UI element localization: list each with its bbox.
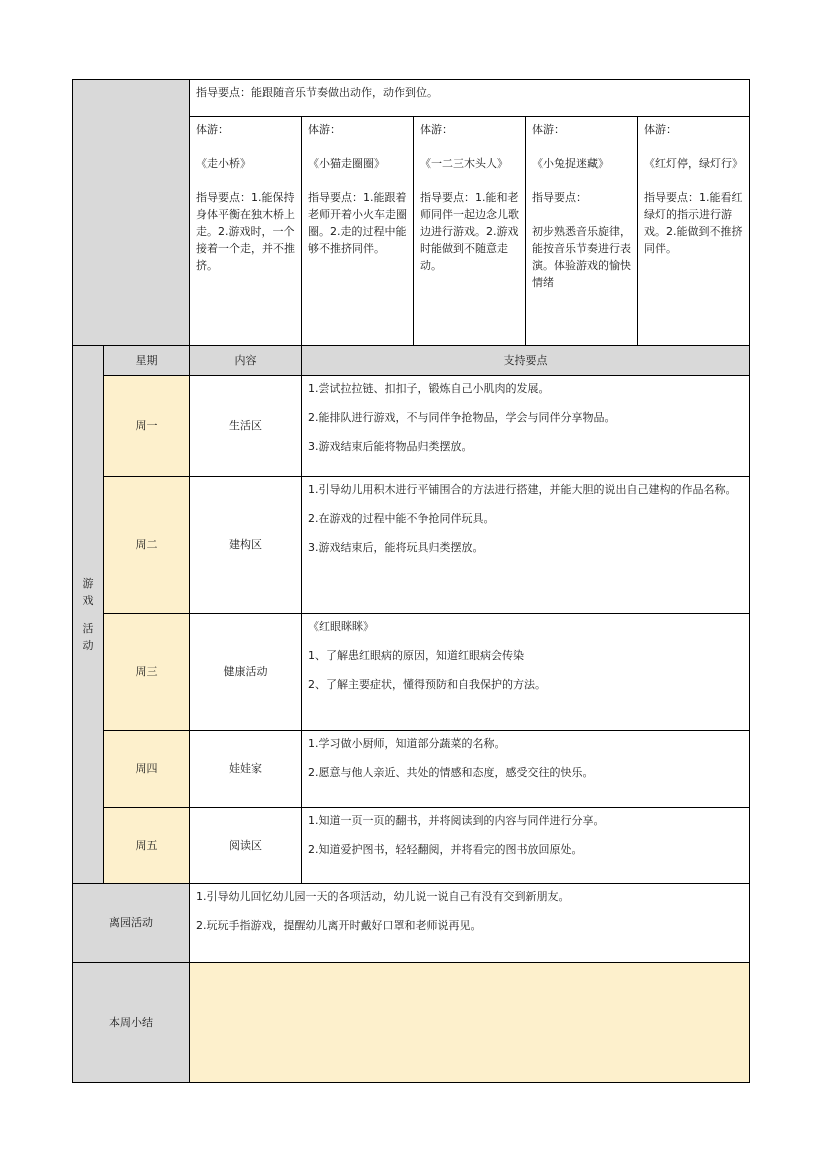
header-support: 支持要点 bbox=[302, 346, 750, 376]
game-name: 《小猫走圈圈》 bbox=[308, 157, 385, 171]
leave-point: 1.引导幼儿回忆幼儿园一天的各项活动，幼儿说一说自己有没有交到新朋友。 bbox=[196, 890, 570, 903]
side-label-char: 活 bbox=[82, 621, 94, 635]
weekly-plan-table bbox=[72, 79, 750, 1083]
content-cell: 阅读区 bbox=[190, 808, 302, 884]
day-cell: 周二 bbox=[104, 477, 190, 614]
weekly-summary-cell[interactable] bbox=[190, 963, 750, 1083]
content-cell: 娃娃家 bbox=[190, 731, 302, 808]
game-note-label: 指导要点： bbox=[532, 191, 587, 205]
game-type: 体游： bbox=[196, 123, 229, 136]
game-note: 指导要点：1.能和老师同伴一起边念儿歌边进行游戏。2.游戏时能做到不随意走动。 bbox=[420, 191, 519, 273]
game-note: 初步熟悉音乐旋律，能按音乐节奏进行表演。体验游戏的愉快情绪 bbox=[532, 225, 631, 290]
support-point: 1.学习做小厨师，知道部分蔬菜的名称。 bbox=[308, 737, 506, 750]
support-point: 2、了解主要症状，懂得预防和自我保护的方法。 bbox=[308, 678, 546, 692]
leave-activity-cell bbox=[190, 884, 750, 963]
header-day: 星期 bbox=[104, 346, 190, 376]
game-name: 《一二三木头人》 bbox=[420, 157, 508, 171]
support-cell bbox=[302, 376, 750, 477]
support-cell bbox=[302, 477, 750, 614]
top-left-blank-cell bbox=[73, 80, 190, 346]
game-type: 体游： bbox=[644, 123, 677, 136]
support-cell bbox=[302, 614, 750, 731]
support-point: 1.知道一页一页的翻书，并将阅读到的内容与同伴进行分享。 bbox=[308, 814, 605, 827]
weekly-summary-text bbox=[190, 963, 749, 967]
game-type: 体游： bbox=[308, 123, 341, 136]
weekly-summary-label: 本周小结 bbox=[73, 963, 190, 1083]
support-point: 2.能排队进行游戏，不与同伴争抢物品，学会与同伴分享物品。 bbox=[308, 411, 616, 425]
content-cell: 生活区 bbox=[190, 376, 302, 477]
content-cell: 建构区 bbox=[190, 477, 302, 614]
game-cell-1 bbox=[190, 117, 302, 346]
side-label-char: 动 bbox=[82, 638, 94, 652]
play-activity-side-label bbox=[73, 346, 104, 884]
day-cell: 周三 bbox=[104, 614, 190, 731]
game-type: 体游： bbox=[532, 123, 565, 136]
support-point: 2.在游戏的过程中能不争抢同伴玩具。 bbox=[308, 512, 495, 526]
header-content: 内容 bbox=[190, 346, 302, 376]
day-cell: 周五 bbox=[104, 808, 190, 884]
leave-activity-label: 离园活动 bbox=[73, 884, 190, 963]
support-point: 3.游戏结束后，能将玩具归类摆放。 bbox=[308, 541, 484, 555]
support-point: 1.尝试拉拉链、扣扣子，锻炼自己小肌肉的发展。 bbox=[308, 382, 550, 395]
support-point: 1、了解患红眼病的原因，知道红眼病会传染 bbox=[308, 649, 524, 663]
content-cell: 健康活动 bbox=[190, 614, 302, 731]
game-cell-4 bbox=[526, 117, 638, 346]
side-label-char: 戏 bbox=[82, 594, 94, 608]
leave-point: 2.玩玩手指游戏，提醒幼儿离开时戴好口罩和老师说再见。 bbox=[196, 919, 482, 933]
support-cell bbox=[302, 808, 750, 884]
support-point: 3.游戏结束后能将物品归类摆放。 bbox=[308, 440, 473, 454]
game-name: 《红灯停，绿灯行》 bbox=[644, 157, 743, 171]
game-type: 体游： bbox=[420, 123, 453, 136]
day-cell: 周四 bbox=[104, 731, 190, 808]
support-cell bbox=[302, 731, 750, 808]
support-point: 2.知道爱护图书，轻轻翻阅，并将看完的图书放回原处。 bbox=[308, 843, 583, 857]
support-point: 《红眼眯眯》 bbox=[308, 620, 374, 633]
top-guidance-cell bbox=[190, 80, 750, 117]
game-note: 指导要点：1.能跟着老师开着小火车走圈圈。2.走的过程中能够不推挤同伴。 bbox=[308, 191, 407, 256]
top-guidance-text: 指导要点：能跟随音乐节奏做出动作，动作到位。 bbox=[196, 86, 438, 99]
game-note: 指导要点：1.能看红绿灯的指示进行游戏。2.能做到不推挤同伴。 bbox=[644, 191, 743, 256]
day-cell: 周一 bbox=[104, 376, 190, 477]
support-point: 2.愿意与他人亲近、共处的情感和态度，感受交往的快乐。 bbox=[308, 766, 594, 780]
support-point: 1.引导幼儿用积木进行平铺围合的方法进行搭建，并能大胆的说出自己建构的作品名称。 bbox=[308, 483, 737, 496]
side-label-char: 游 bbox=[82, 577, 94, 591]
game-cell-3 bbox=[414, 117, 526, 346]
game-name: 《走小桥》 bbox=[196, 157, 251, 171]
game-note: 指导要点：1.能保持身体平衡在独木桥上走。2.游戏时，一个接着一个走，并不推挤。 bbox=[196, 191, 295, 273]
game-cell-2 bbox=[302, 117, 414, 346]
game-cell-5 bbox=[638, 117, 750, 346]
game-name: 《小兔捉迷藏》 bbox=[532, 157, 609, 171]
